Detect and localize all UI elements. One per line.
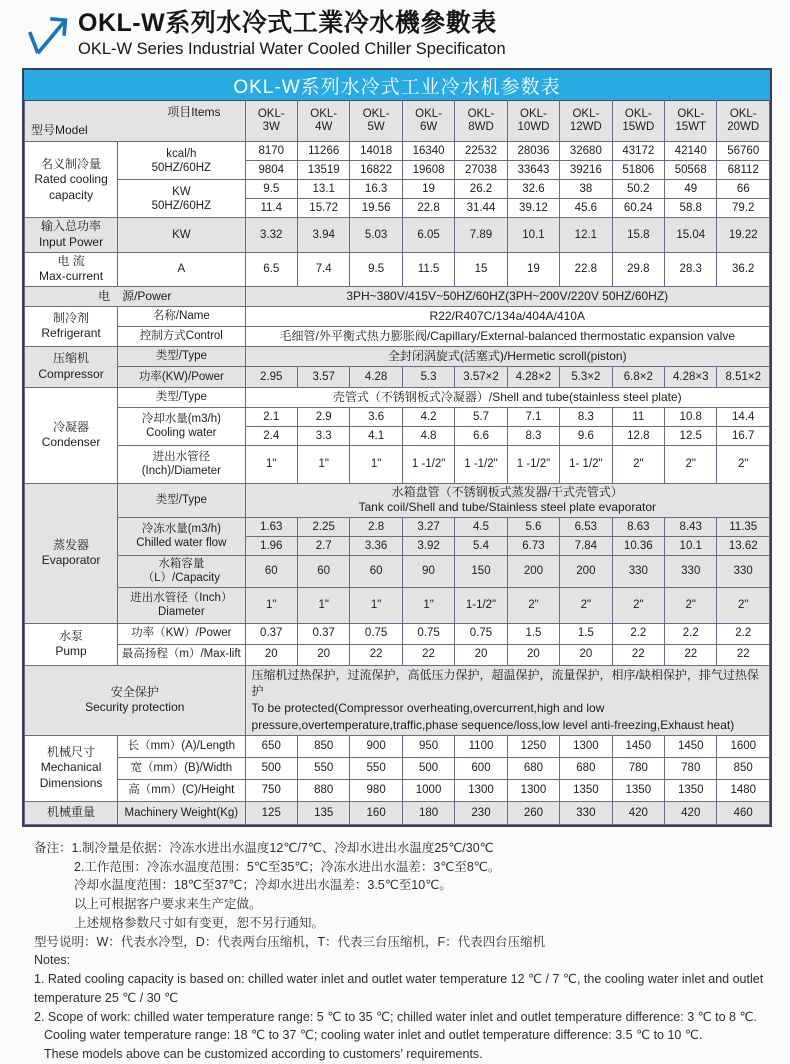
- model-header-cell: OKL- 15WD: [612, 101, 664, 142]
- value-cell: 12.1: [560, 218, 612, 252]
- arrow-logo-icon: [26, 10, 70, 56]
- value-cell: 9.5: [350, 252, 402, 286]
- value-cell: 200: [507, 555, 559, 587]
- item-label-cell: 功率(KW)/Power: [118, 366, 245, 387]
- value-cell: 2.9: [297, 407, 349, 426]
- value-cell: 22: [665, 644, 717, 665]
- item-label-cell: 控制方式Control: [118, 326, 245, 346]
- value-cell: 2.25: [297, 517, 349, 536]
- value-cell: 33643: [507, 161, 559, 180]
- value-cell: 15.8: [612, 218, 664, 252]
- value-cell: 50568: [665, 161, 717, 180]
- span-value-cell: 水箱盘管（不锈钢板式蒸发器/干式壳管式） Tank coil/Shell and tube/Stainless steel plate evaporator: [245, 483, 769, 517]
- value-cell: 10.1: [507, 218, 559, 252]
- section-label-input-power: 输入总功率 Input Power: [25, 218, 118, 252]
- note-line: 1. Rated cooling capacity is based on: chilled water inlet and outlet water temperature 12 ℃ / 7 ℃, the cooling water inlet and outlet: [34, 972, 764, 987]
- value-cell: 19.56: [350, 199, 402, 218]
- value-cell: 1": [350, 587, 402, 623]
- item-label-cell: 冷冻水量(m3/h) Chilled water flow: [118, 517, 245, 555]
- value-cell: 22.8: [402, 199, 454, 218]
- value-cell: 11: [612, 407, 664, 426]
- value-cell: 550: [350, 757, 402, 779]
- value-cell: 22532: [455, 142, 507, 161]
- value-cell: 1300: [560, 735, 612, 757]
- spec-table-wrap: [22, 68, 772, 826]
- span-value-cell: 3PH~380V/415V~50HZ/60HZ(3PH~200V/220V 50HZ/60HZ): [245, 286, 769, 306]
- value-cell: 5.03: [350, 218, 402, 252]
- table-row-input-power: [25, 218, 770, 252]
- value-cell: 3.92: [402, 536, 454, 555]
- value-cell: 3.57: [297, 366, 349, 387]
- page-header: [0, 0, 790, 64]
- span-value-cell: 壳管式（不锈钢板式冷凝器）/Shell and tube(stainless steel plate): [245, 387, 769, 407]
- span-value-cell: R22/R407C/134a/404A/410A: [245, 306, 769, 326]
- value-cell: 20: [455, 644, 507, 665]
- section-label-max-current: 电 流 Max-current: [25, 252, 118, 286]
- value-cell: 1.5: [507, 623, 559, 644]
- table-title-bar: OKL-W系列水冷式工业冷水机参数表: [24, 70, 770, 100]
- value-cell: 2": [612, 445, 664, 483]
- note-line: These models above can be customized according to customers’ requirements.: [44, 1047, 483, 1062]
- section-label-mechanical-dimensions: 机械尺寸 Mechanical Dimensions: [25, 735, 118, 801]
- table-row-rated-cooling-capacity: [25, 180, 770, 199]
- corner-model-label: 型号Model: [31, 123, 88, 138]
- model-header-cell: OKL- 15WT: [665, 101, 717, 142]
- table-row-mechanical-dimensions: [25, 735, 770, 757]
- value-cell: 8170: [245, 142, 297, 161]
- value-cell: 1": [402, 587, 454, 623]
- table-row-mechanical-dimensions: [25, 757, 770, 779]
- item-label-cell: 冷却水量(m3/h) Cooling water: [118, 407, 245, 445]
- page-title-en: OKL-W Series Industrial Water Cooled Chiller Specificaton: [78, 39, 506, 58]
- table-row-mechanical-dimensions: [25, 779, 770, 801]
- value-cell: 420: [612, 801, 664, 824]
- value-cell: 38: [560, 180, 612, 199]
- value-cell: 28.3: [665, 252, 717, 286]
- section-label-rated-cooling-capacity: 名义制冷量 Rated cooling capacity: [25, 142, 118, 218]
- value-cell: 2": [507, 587, 559, 623]
- value-cell: 6.6: [455, 426, 507, 445]
- table-row-condenser: [25, 407, 770, 426]
- value-cell: 42140: [665, 142, 717, 161]
- value-cell: 11.5: [402, 252, 454, 286]
- value-cell: 22: [717, 644, 770, 665]
- value-cell: 20: [507, 644, 559, 665]
- value-cell: 1 -1/2": [455, 445, 507, 483]
- section-label-pump: 水泵 Pump: [25, 623, 118, 665]
- value-cell: 7.1: [507, 407, 559, 426]
- value-cell: 16340: [402, 142, 454, 161]
- value-cell: 14018: [350, 142, 402, 161]
- item-label-cell: 水箱容量（L）/Capacity: [118, 555, 245, 587]
- value-cell: 27038: [455, 161, 507, 180]
- value-cell: 2": [665, 587, 717, 623]
- item-label-cell: kcal/h 50HZ/60HZ: [118, 142, 245, 180]
- section-label-condenser: 冷凝器 Condenser: [25, 387, 118, 483]
- value-cell: 4.28×3: [665, 366, 717, 387]
- value-cell: 330: [665, 555, 717, 587]
- table-row-security-protection: [25, 665, 770, 735]
- value-cell: 1450: [612, 735, 664, 757]
- value-cell: 1-1/2": [455, 587, 507, 623]
- item-label-cell: 类型/Type: [118, 346, 245, 366]
- table-row-compressor: [25, 346, 770, 366]
- value-cell: 2": [560, 587, 612, 623]
- value-cell: 2.4: [245, 426, 297, 445]
- item-label-cell: 类型/Type: [118, 483, 245, 517]
- value-cell: 260: [507, 801, 559, 824]
- section-label-security-protection: 安全保护 Security protection: [25, 665, 246, 735]
- value-cell: 1": [245, 445, 297, 483]
- value-cell: 5.4: [455, 536, 507, 555]
- value-cell: 1600: [717, 735, 770, 757]
- value-cell: 79.2: [717, 199, 770, 218]
- value-cell: 850: [297, 735, 349, 757]
- value-cell: 43172: [612, 142, 664, 161]
- note-line: 以上可根据客户要求来生产定做。: [74, 897, 262, 912]
- value-cell: 880: [297, 779, 349, 801]
- value-cell: 10.8: [665, 407, 717, 426]
- value-cell: 22: [350, 644, 402, 665]
- value-cell: 10.36: [612, 536, 664, 555]
- value-cell: 66: [717, 180, 770, 199]
- value-cell: 56760: [717, 142, 770, 161]
- value-cell: 32680: [560, 142, 612, 161]
- value-cell: 16.7: [717, 426, 770, 445]
- page-title-zh: OKL-W系列水冷式工業冷水機參數表: [78, 9, 497, 37]
- corner-items-label: 项目Items: [167, 105, 221, 120]
- value-cell: 6.5: [245, 252, 297, 286]
- table-row-evaporator: [25, 483, 770, 517]
- value-cell: 1350: [560, 779, 612, 801]
- item-label-cell: 最高扬程（m）/Max-lift: [118, 644, 245, 665]
- value-cell: 20: [245, 644, 297, 665]
- value-cell: 3.32: [245, 218, 297, 252]
- value-cell: 19608: [402, 161, 454, 180]
- value-cell: 39216: [560, 161, 612, 180]
- value-cell: 22: [612, 644, 664, 665]
- value-cell: 8.3: [507, 426, 559, 445]
- value-cell: 4.1: [350, 426, 402, 445]
- table-row-pump: [25, 644, 770, 665]
- value-cell: 2.8: [350, 517, 402, 536]
- span-value-cell: 毛细管/外平衡式热力膨胀阀/Capillary/External-balanced thermostatic expansion valve: [245, 326, 769, 346]
- value-cell: 4.2: [402, 407, 454, 426]
- value-cell: 1100: [455, 735, 507, 757]
- note-line: 备注：1.制冷量是依据：冷冻水进出水温度12℃/7℃、冷却水进出水温度25℃/30℃: [34, 840, 494, 855]
- item-label-cell: 高（mm）(C)/Height: [118, 779, 245, 801]
- value-cell: 1350: [665, 779, 717, 801]
- model-header-cell: OKL- 4W: [297, 101, 349, 142]
- spec-table: [24, 100, 770, 824]
- table-row-machinery-weight: [25, 801, 770, 824]
- value-cell: 90: [402, 555, 454, 587]
- value-cell: 2.7: [297, 536, 349, 555]
- value-cell: 330: [717, 555, 770, 587]
- value-cell: 14.4: [717, 407, 770, 426]
- value-cell: 180: [402, 801, 454, 824]
- value-cell: 60: [297, 555, 349, 587]
- value-cell: 980: [350, 779, 402, 801]
- table-row-pump: [25, 623, 770, 644]
- value-cell: 60: [350, 555, 402, 587]
- value-cell: 22: [402, 644, 454, 665]
- table-row-max-current: [25, 252, 770, 286]
- value-cell: 36.2: [717, 252, 770, 286]
- notes-block: [34, 839, 790, 1064]
- note-line: 2.工作范围：冷冻水温度范围：5℃至35℃；冷冻水进出水温差：3℃至8℃。: [74, 859, 501, 874]
- value-cell: 13.1: [297, 180, 349, 199]
- item-label-cell: 宽（mm）(B)/Width: [118, 757, 245, 779]
- span-value-cell: 压缩机过热保护，过流保护，高低压力保护，超温保护，流量保护，相序/缺相保护，排气过热保护 To be protected(Compressor overheating,overcurrent,high and low pressure,overtemperature,traffic,phase sequence/loss,low level anti-freezing,Exhaust heat): [245, 665, 769, 735]
- value-cell: 12.5: [665, 426, 717, 445]
- value-cell: 1.63: [245, 517, 297, 536]
- value-cell: 900: [350, 735, 402, 757]
- value-cell: 780: [612, 757, 664, 779]
- note-line: 冷却水温度范围：18℃至37℃；冷却水进出水温差：3.5℃至10℃。: [74, 878, 452, 893]
- value-cell: 0.75: [455, 623, 507, 644]
- value-cell: 6.73: [507, 536, 559, 555]
- value-cell: 600: [455, 757, 507, 779]
- value-cell: 500: [245, 757, 297, 779]
- value-cell: 680: [507, 757, 559, 779]
- value-cell: 330: [612, 555, 664, 587]
- value-cell: 850: [717, 757, 770, 779]
- title-block: [78, 10, 506, 58]
- table-row-evaporator: [25, 517, 770, 536]
- value-cell: 9.5: [245, 180, 297, 199]
- corner-cell: [25, 101, 246, 142]
- value-cell: 39.12: [507, 199, 559, 218]
- value-cell: 19: [402, 180, 454, 199]
- value-cell: 3.3: [297, 426, 349, 445]
- value-cell: 1.5: [560, 623, 612, 644]
- table-header-row: [25, 101, 770, 142]
- table-row-rated-cooling-capacity: [25, 142, 770, 161]
- value-cell: 3.6: [350, 407, 402, 426]
- value-cell: 50.2: [612, 180, 664, 199]
- value-cell: 7.4: [297, 252, 349, 286]
- value-cell: 780: [665, 757, 717, 779]
- value-cell: 15.04: [665, 218, 717, 252]
- value-cell: 1250: [507, 735, 559, 757]
- value-cell: 2.95: [245, 366, 297, 387]
- value-cell: 2.2: [665, 623, 717, 644]
- note-line: 2. Scope of work: chilled water temperature range: 5 ℃ to 35 ℃; chilled water inlet and outlet temperature difference: 3 ℃ to 8 ℃.: [34, 1009, 757, 1024]
- value-cell: 2": [612, 587, 664, 623]
- value-cell: 1": [297, 587, 349, 623]
- value-cell: 1": [297, 445, 349, 483]
- value-cell: 1": [350, 445, 402, 483]
- value-cell: 330: [560, 801, 612, 824]
- value-cell: 26.2: [455, 180, 507, 199]
- value-cell: 20: [297, 644, 349, 665]
- value-cell: 20: [560, 644, 612, 665]
- value-cell: 2.2: [612, 623, 664, 644]
- section-label-compressor: 压缩机 Compressor: [25, 346, 118, 387]
- note-line: temperature 25 ℃ / 30 ℃: [34, 990, 179, 1005]
- value-cell: 4.28: [350, 366, 402, 387]
- model-header-cell: OKL- 6W: [402, 101, 454, 142]
- span-value-cell: 全封闭涡旋式(活塞式)/Hermetic scroll(piston): [245, 346, 769, 366]
- value-cell: 51806: [612, 161, 664, 180]
- table-row-evaporator: [25, 587, 770, 623]
- value-cell: 500: [402, 757, 454, 779]
- value-cell: 1480: [717, 779, 770, 801]
- value-cell: 2": [717, 587, 770, 623]
- value-cell: 12.8: [612, 426, 664, 445]
- value-cell: 15.72: [297, 199, 349, 218]
- table-row-condenser: [25, 387, 770, 407]
- value-cell: 60.24: [612, 199, 664, 218]
- table-row-condenser: [25, 445, 770, 483]
- value-cell: 8.3: [560, 407, 612, 426]
- value-cell: 15: [455, 252, 507, 286]
- section-label-machinery-weight: 机械重量: [25, 801, 118, 824]
- value-cell: 200: [560, 555, 612, 587]
- value-cell: 5.7: [455, 407, 507, 426]
- section-label-refrigerant: 制冷剂 Refrigerant: [25, 306, 118, 346]
- value-cell: 160: [350, 801, 402, 824]
- table-row-evaporator: [25, 555, 770, 587]
- value-cell: 2.1: [245, 407, 297, 426]
- value-cell: 7.84: [560, 536, 612, 555]
- value-cell: 16.3: [350, 180, 402, 199]
- value-cell: 28036: [507, 142, 559, 161]
- value-cell: 22.8: [560, 252, 612, 286]
- value-cell: 0.75: [350, 623, 402, 644]
- value-cell: 29.8: [612, 252, 664, 286]
- value-cell: 5.6: [507, 517, 559, 536]
- value-cell: 16822: [350, 161, 402, 180]
- value-cell: 1": [245, 587, 297, 623]
- model-header-cell: OKL- 10WD: [507, 101, 559, 142]
- value-cell: 460: [717, 801, 770, 824]
- value-cell: 1 -1/2": [507, 445, 559, 483]
- value-cell: 58.8: [665, 199, 717, 218]
- table-row-compressor: [25, 366, 770, 387]
- value-cell: 1350: [612, 779, 664, 801]
- table-row-power-supply: [25, 286, 770, 306]
- value-cell: 13519: [297, 161, 349, 180]
- value-cell: 2": [717, 445, 770, 483]
- value-cell: 9.6: [560, 426, 612, 445]
- value-cell: 31.44: [455, 199, 507, 218]
- value-cell: 135: [297, 801, 349, 824]
- value-cell: 4.5: [455, 517, 507, 536]
- value-cell: 3.36: [350, 536, 402, 555]
- model-header-cell: OKL- 3W: [245, 101, 297, 142]
- value-cell: 3.27: [402, 517, 454, 536]
- table-row-refrigerant: [25, 306, 770, 326]
- value-cell: 32.6: [507, 180, 559, 199]
- value-cell: 3.57×2: [455, 366, 507, 387]
- note-line: 型号说明：W：代表水冷型，D：代表两台压缩机，T：代表三台压缩机，F：代表四台压缩机: [34, 934, 546, 949]
- value-cell: 0.75: [402, 623, 454, 644]
- item-label-cell: 进出水管径 (Inch)/Diameter: [118, 445, 245, 483]
- value-cell: 8.43: [665, 517, 717, 536]
- value-cell: 1450: [665, 735, 717, 757]
- value-cell: 1300: [455, 779, 507, 801]
- value-cell: 4.8: [402, 426, 454, 445]
- item-label-cell: KW 50HZ/60HZ: [118, 180, 245, 218]
- value-cell: 10.1: [665, 536, 717, 555]
- value-cell: 420: [665, 801, 717, 824]
- value-cell: 680: [560, 757, 612, 779]
- note-line: Notes:: [34, 953, 71, 968]
- item-label-cell: Machinery Weight(Kg): [118, 801, 245, 824]
- value-cell: 5.3×2: [560, 366, 612, 387]
- value-cell: 8.51×2: [717, 366, 770, 387]
- value-cell: 6.53: [560, 517, 612, 536]
- value-cell: 2.2: [717, 623, 770, 644]
- value-cell: 1000: [402, 779, 454, 801]
- section-label-evaporator: 蒸发器 Evaporator: [25, 483, 118, 623]
- value-cell: 950: [402, 735, 454, 757]
- model-header-cell: OKL- 12WD: [560, 101, 612, 142]
- item-label-cell: 长（mm）(A)/Length: [118, 735, 245, 757]
- value-cell: 6.05: [402, 218, 454, 252]
- value-cell: 9804: [245, 161, 297, 180]
- item-label-cell: 类型/Type: [118, 387, 245, 407]
- value-cell: 550: [297, 757, 349, 779]
- value-cell: 8.63: [612, 517, 664, 536]
- value-cell: 1300: [507, 779, 559, 801]
- value-cell: 11266: [297, 142, 349, 161]
- value-cell: 150: [455, 555, 507, 587]
- item-label-cell: 名称/Name: [118, 306, 245, 326]
- value-cell: 125: [245, 801, 297, 824]
- model-header-cell: OKL- 8WD: [455, 101, 507, 142]
- value-cell: 5.3: [402, 366, 454, 387]
- value-cell: 7.89: [455, 218, 507, 252]
- section-label-power-supply: 电 源/Power: [25, 286, 246, 306]
- value-cell: 45.6: [560, 199, 612, 218]
- table-row-refrigerant: [25, 326, 770, 346]
- value-cell: 0.37: [297, 623, 349, 644]
- item-label-cell: KW: [118, 218, 245, 252]
- value-cell: 13.62: [717, 536, 770, 555]
- value-cell: 49: [665, 180, 717, 199]
- value-cell: 230: [455, 801, 507, 824]
- note-line: 上述规格参数尺寸如有变更，恕不另行通知。: [74, 915, 325, 930]
- item-label-cell: A: [118, 252, 245, 286]
- value-cell: 2": [665, 445, 717, 483]
- value-cell: 60: [245, 555, 297, 587]
- value-cell: 19: [507, 252, 559, 286]
- item-label-cell: 进出水管径（Inch） Diameter: [118, 587, 245, 623]
- item-label-cell: 功率（KW）/Power: [118, 623, 245, 644]
- value-cell: 1 -1/2": [402, 445, 454, 483]
- value-cell: 6.8×2: [612, 366, 664, 387]
- value-cell: 68112: [717, 161, 770, 180]
- value-cell: 650: [245, 735, 297, 757]
- model-header-cell: OKL- 5W: [350, 101, 402, 142]
- value-cell: 4.28×2: [507, 366, 559, 387]
- value-cell: 3.94: [297, 218, 349, 252]
- value-cell: 1.96: [245, 536, 297, 555]
- note-line: Cooling water temperature range: 18 ℃ to 37 ℃; cooling water inlet and outlet temperature difference: 3.5 ℃ to 10 ℃.: [44, 1028, 703, 1043]
- value-cell: 19.22: [717, 218, 770, 252]
- value-cell: 11.4: [245, 199, 297, 218]
- value-cell: 11.35: [717, 517, 770, 536]
- model-header-cell: OKL- 20WD: [717, 101, 770, 142]
- value-cell: 750: [245, 779, 297, 801]
- value-cell: 0.37: [245, 623, 297, 644]
- value-cell: 1- 1/2": [560, 445, 612, 483]
